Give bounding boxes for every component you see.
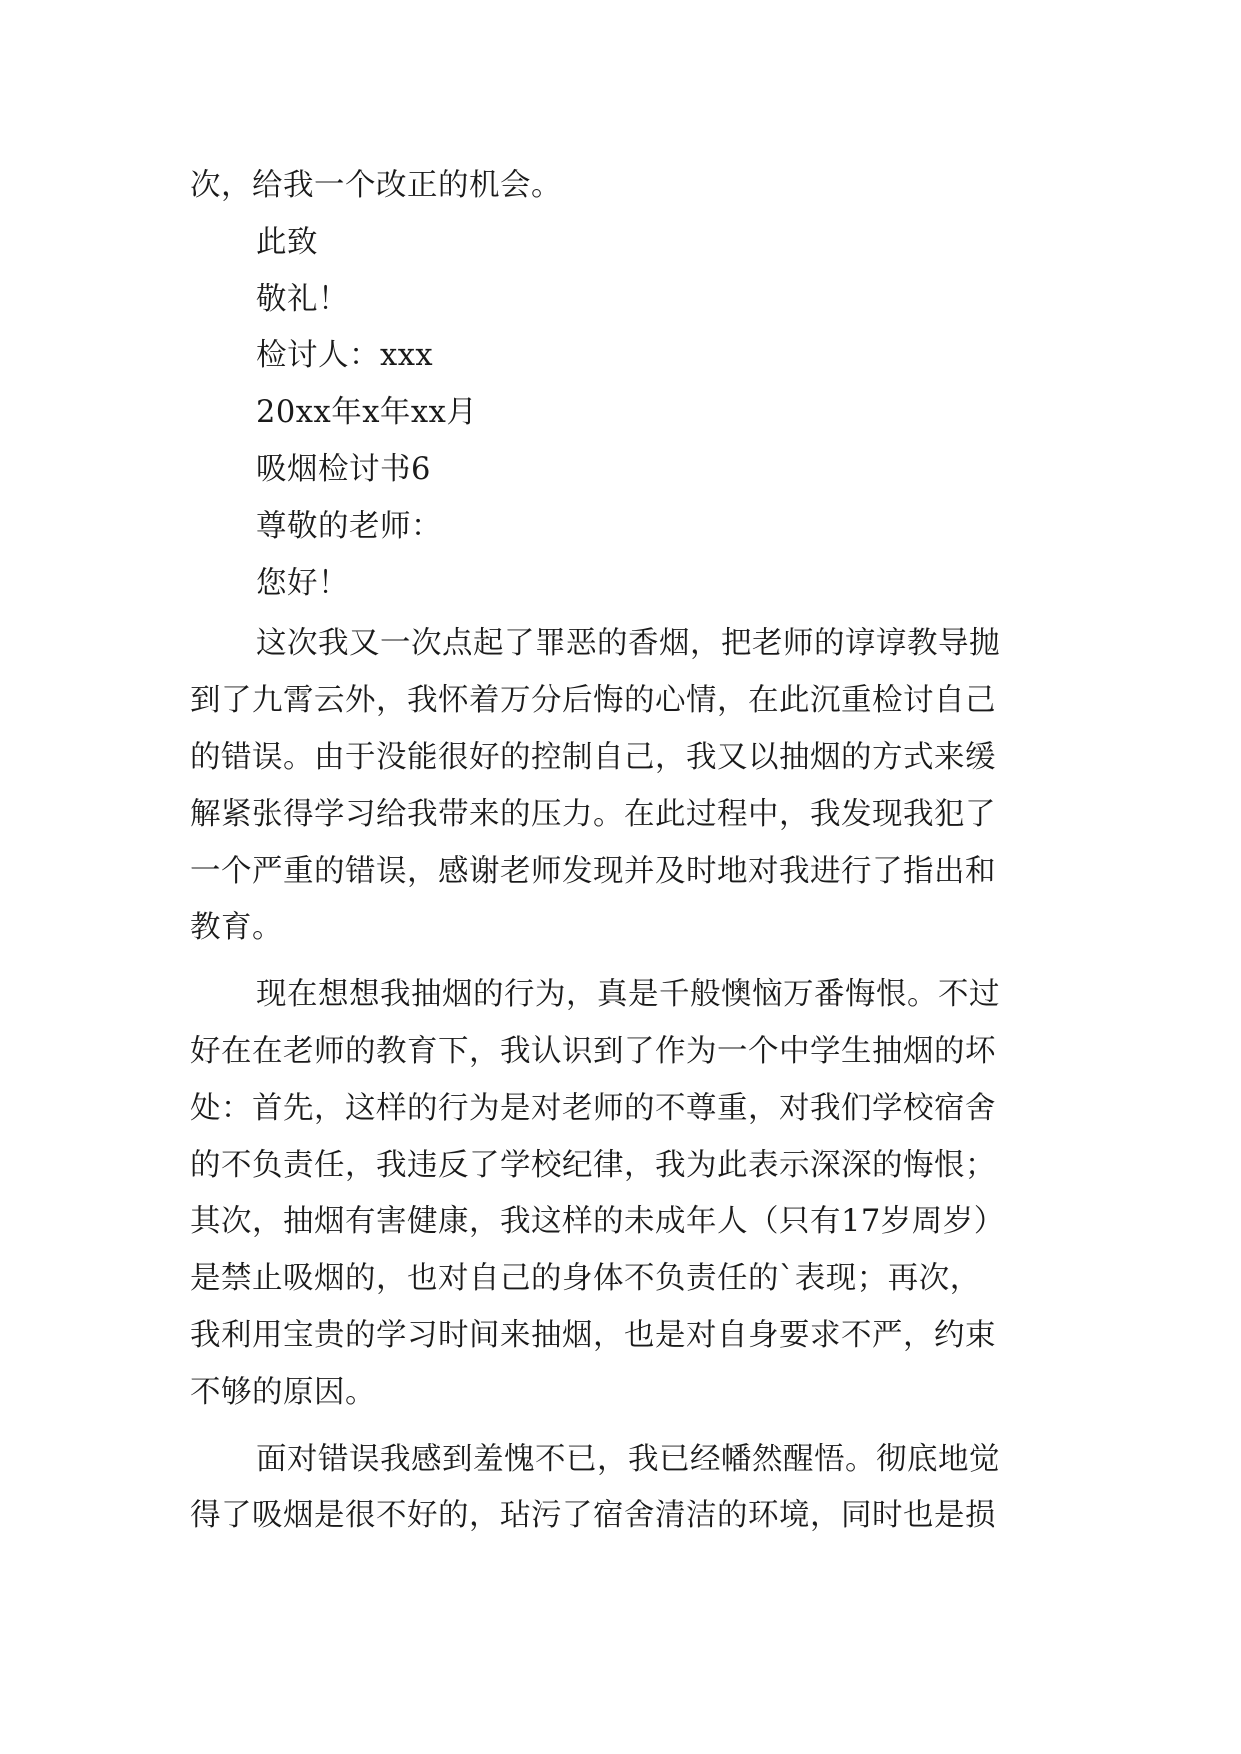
paragraph-line: 得了吸烟是很不好的，玷污了宿舍清洁的环境，同时也是损: [190, 1498, 996, 1534]
signature-date: 20xx年x年xx月: [256, 395, 478, 431]
paragraph-line: 是禁止吸烟的，也对自己的身体不负责任的`表现；再次，: [190, 1261, 981, 1297]
paragraph-line: 一个严重的错误，感谢老师发现并及时地对我进行了指出和: [190, 853, 996, 889]
paragraph-line: 解紧张得学习给我带来的压力。在此过程中，我发现我犯了: [190, 796, 996, 832]
greeting-recipient: 尊敬的老师：: [256, 508, 442, 544]
paragraph-line: 现在想想我抽烟的行为，真是千般懊恼万番悔恨。不过: [256, 977, 1000, 1013]
paragraph-line: 面对错误我感到羞愧不已，我已经幡然醒悟。彻底地觉: [256, 1441, 1000, 1477]
paragraph-line: 不够的原因。: [190, 1374, 376, 1410]
paragraph-line: 其次，抽烟有害健康，我这样的未成年人（只有17岁周岁）: [190, 1204, 1005, 1240]
paragraph-line: 的不负责任，我违反了学校纪律，我为此表示深深的悔恨；: [190, 1147, 996, 1183]
greeting-hello: 您好！: [256, 565, 349, 601]
paragraph-line: 教育。: [190, 910, 283, 946]
paragraph-line: 到了九霄云外，我怀着万分后悔的心情，在此沉重检讨自己: [190, 683, 996, 719]
salutation-closing: 此致: [256, 224, 318, 260]
paragraph-line: 这次我又一次点起了罪恶的香烟，把老师的谆谆教导抛: [256, 626, 1000, 662]
paragraph-line: 我利用宝贵的学习时间来抽烟，也是对自身要求不严，约束: [190, 1317, 996, 1353]
paragraph-line: 好在在老师的教育下，我认识到了作为一个中学生抽烟的坏: [190, 1033, 996, 1069]
signature-name: 检讨人：xxx: [256, 338, 434, 374]
text-line: 次，给我一个改正的机会。: [190, 168, 562, 203]
salutation-respect: 敬礼！: [256, 281, 349, 317]
section-title: 吸烟检讨书6: [256, 451, 431, 487]
document-body: [190, 158, 1050, 1545]
paragraph-line: 的错误。由于没能很好的控制自己，我又以抽烟的方式来缓: [190, 739, 996, 775]
paragraph-line: 处：首先，这样的行为是对老师的不尊重，对我们学校宿舍: [190, 1090, 996, 1126]
